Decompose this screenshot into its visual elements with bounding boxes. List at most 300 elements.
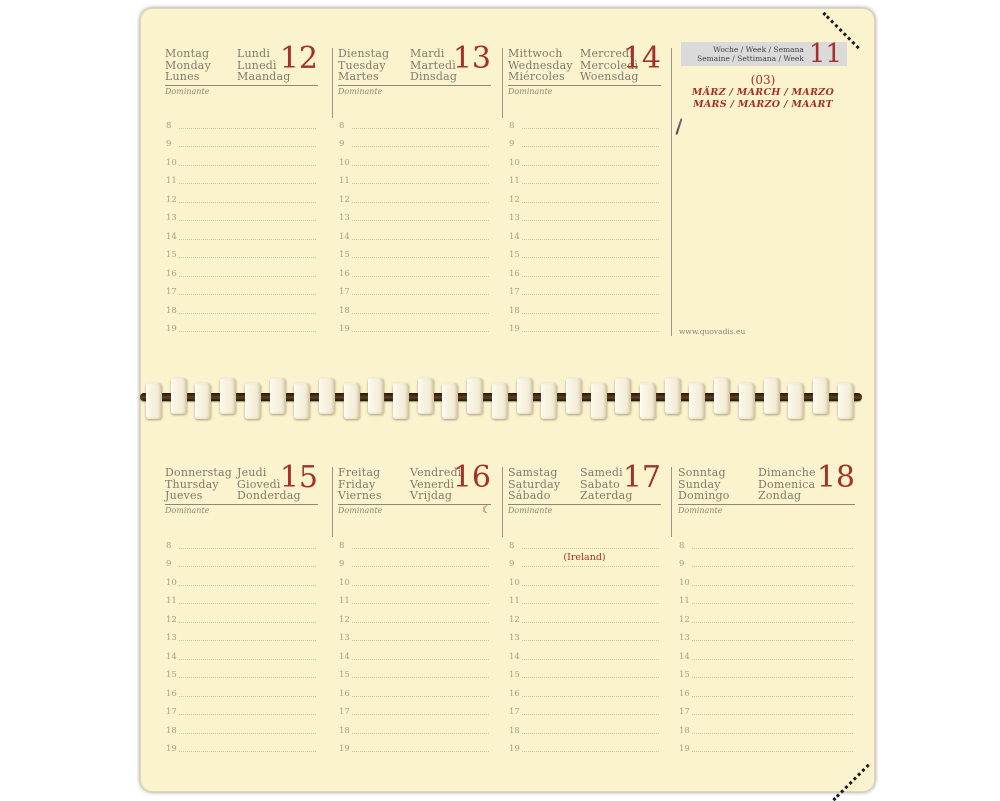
hour-grid-monday	[165, 113, 318, 335]
hour-row	[508, 700, 661, 719]
week-labels	[697, 45, 804, 63]
hour-writing-line	[522, 276, 659, 277]
hour-label: 18	[166, 305, 177, 316]
hour-row	[338, 626, 491, 645]
hour-writing-line	[522, 566, 659, 567]
hour-label: 12	[166, 194, 177, 205]
hour-label: 10	[509, 157, 520, 168]
hour-label: 18	[509, 725, 520, 736]
hour-writing-line	[522, 257, 659, 258]
hour-label: 11	[339, 176, 350, 186]
day-name: Domingo	[678, 489, 730, 502]
day-name: Jeudi	[237, 466, 267, 479]
binding-loop	[146, 383, 162, 419]
hour-row	[338, 681, 491, 700]
binding-loop	[689, 383, 705, 419]
hour-writing-line	[352, 733, 489, 734]
binding-loop	[195, 383, 211, 419]
hour-row	[165, 317, 318, 336]
hour-label: 16	[509, 688, 520, 699]
hour-row	[165, 169, 318, 188]
hour-label: 13	[679, 633, 690, 643]
hour-label: 14	[339, 651, 350, 662]
hour-writing-line	[522, 202, 659, 203]
hour-row	[165, 589, 318, 608]
hour-grid-friday	[338, 533, 491, 755]
day-name: Vendredi	[410, 466, 462, 479]
month-names-line1: MÄRZ / MARCH / MARZO	[691, 87, 835, 98]
day-name: Sabato	[580, 477, 620, 491]
binding-loop	[615, 378, 631, 414]
hour-row	[678, 626, 855, 645]
binding-loop	[270, 378, 286, 414]
binding-loop	[838, 383, 854, 419]
hour-label: 19	[166, 324, 177, 334]
hour-writing-line	[522, 659, 659, 660]
hour-label: 13	[509, 213, 520, 223]
hour-writing-line	[692, 622, 853, 623]
hour-writing-line	[179, 714, 316, 715]
hour-label: 13	[166, 633, 177, 643]
day-name: Freitag	[338, 466, 381, 479]
moon-phase-icon: ☾	[482, 504, 491, 516]
hour-row	[508, 607, 661, 626]
binding-loop	[467, 378, 483, 414]
hour-row	[165, 150, 318, 169]
hour-row	[165, 206, 318, 225]
hour-label: 17	[509, 707, 520, 717]
hour-writing-line	[692, 696, 853, 697]
hour-row	[508, 317, 661, 336]
day-name: Zondag	[758, 489, 802, 502]
hour-label: 9	[339, 559, 345, 569]
hour-row	[508, 169, 661, 188]
hour-writing-line	[692, 751, 853, 752]
hour-writing-line	[522, 640, 659, 641]
day-name: Thursday	[165, 477, 219, 491]
hour-label: 8	[339, 540, 345, 551]
hour-grid-sunday	[678, 533, 855, 755]
hour-row	[508, 261, 661, 280]
day-name: Saturday	[508, 477, 561, 491]
hour-row	[165, 552, 318, 571]
holiday-note: (Ireland)	[563, 552, 606, 563]
hour-label: 12	[509, 614, 520, 625]
hour-label: 16	[339, 688, 350, 699]
day-name: Maandag	[237, 70, 291, 83]
hour-writing-line	[522, 128, 659, 129]
hour-label: 17	[509, 287, 520, 297]
hour-row	[678, 644, 855, 663]
hour-label: 11	[509, 176, 520, 186]
binding-loop	[171, 378, 187, 414]
hour-label: 11	[166, 596, 177, 606]
hour-writing-line	[179, 733, 316, 734]
dominante-label: Dominante	[338, 505, 383, 515]
day-header-wednesday	[508, 41, 661, 96]
day-name: Mercoledì	[580, 58, 639, 72]
hour-writing-line	[179, 257, 316, 258]
day-name: Martes	[338, 70, 379, 83]
hour-row	[338, 737, 491, 756]
day-name: Venerdì	[410, 477, 455, 491]
hour-label: 19	[509, 744, 520, 754]
hour-label: 15	[166, 250, 177, 260]
hour-row	[338, 663, 491, 682]
hour-writing-line	[692, 585, 853, 586]
hour-row	[338, 132, 491, 151]
hour-label: 18	[166, 725, 177, 736]
binding-loop	[245, 383, 261, 419]
column-divider	[502, 48, 503, 118]
hour-writing-line	[352, 622, 489, 623]
hour-row	[678, 589, 855, 608]
hour-writing-line	[522, 585, 659, 586]
hour-label: 15	[166, 670, 177, 680]
day-name: Donnerstag	[165, 466, 233, 479]
hour-writing-line	[352, 239, 489, 240]
day-number-wednesday: 14	[622, 41, 661, 76]
hour-row	[338, 243, 491, 262]
hour-row	[678, 607, 855, 626]
day-number-friday: 16	[452, 460, 491, 495]
hour-writing-line	[352, 566, 489, 567]
hour-label: 16	[509, 268, 520, 279]
binding-loop	[640, 383, 656, 419]
hour-row	[338, 261, 491, 280]
hour-row	[338, 533, 491, 552]
column-divider	[671, 467, 672, 537]
hour-label: 9	[166, 559, 172, 569]
hour-label: 18	[339, 725, 350, 736]
hour-row	[165, 132, 318, 151]
hour-label: 14	[166, 651, 177, 662]
hour-label: 10	[509, 577, 520, 588]
hour-writing-line	[522, 548, 659, 549]
hour-writing-line	[692, 603, 853, 604]
hour-row	[508, 663, 661, 682]
hour-writing-line	[179, 220, 316, 221]
hour-row	[678, 700, 855, 719]
day-name: Zaterdag	[580, 489, 633, 502]
hour-writing-line	[692, 733, 853, 734]
dominante-label: Dominante	[165, 505, 210, 515]
hour-writing-line	[179, 313, 316, 314]
day-header-saturday	[508, 460, 661, 515]
hour-writing-line	[352, 659, 489, 660]
hour-row	[165, 718, 318, 737]
hour-label: 13	[166, 213, 177, 223]
day-header-tuesday	[338, 41, 491, 96]
hour-row	[338, 187, 491, 206]
dominante-label: Dominante	[508, 505, 553, 515]
hour-writing-line	[352, 640, 489, 641]
hour-label: 15	[339, 250, 350, 260]
website-url: www.quovadis.eu	[679, 327, 746, 336]
day-name: Mardi	[410, 47, 445, 60]
hour-label: 14	[166, 231, 177, 242]
month-block	[671, 74, 855, 110]
hour-label: 9	[679, 559, 685, 569]
hour-row	[165, 607, 318, 626]
hour-label: 12	[679, 614, 690, 625]
day-name: Mercredi	[580, 47, 634, 60]
hour-writing-line	[692, 566, 853, 567]
hour-writing-line	[352, 202, 489, 203]
hour-writing-line	[522, 165, 659, 166]
hour-label: 18	[339, 305, 350, 316]
hour-writing-line	[352, 183, 489, 184]
hour-label: 15	[509, 250, 520, 260]
column-divider	[502, 467, 503, 537]
hour-label: 15	[339, 670, 350, 680]
hour-row	[165, 570, 318, 589]
hour-writing-line	[179, 294, 316, 295]
hour-writing-line	[522, 622, 659, 623]
binding-loop	[319, 378, 335, 414]
hour-row	[165, 644, 318, 663]
hour-writing-line	[179, 202, 316, 203]
binding-loop	[393, 383, 409, 419]
hour-label: 8	[339, 120, 345, 131]
hour-label: 8	[166, 120, 172, 131]
hour-row	[508, 570, 661, 589]
week-number: 11	[808, 39, 842, 69]
hour-writing-line	[352, 165, 489, 166]
day-name: Vrijdag	[410, 489, 453, 502]
hour-writing-line	[352, 257, 489, 258]
hour-writing-line	[352, 276, 489, 277]
hour-row	[678, 737, 855, 756]
hour-label: 11	[679, 596, 690, 606]
hour-label: 16	[679, 688, 690, 699]
hour-writing-line	[352, 696, 489, 697]
hour-row	[508, 681, 661, 700]
hour-row	[678, 570, 855, 589]
hour-writing-line	[352, 714, 489, 715]
day-header-sunday	[678, 460, 855, 515]
day-name: Martedì	[410, 58, 456, 72]
hour-grid-tuesday	[338, 113, 491, 335]
hour-row	[165, 280, 318, 299]
hour-label: 17	[166, 287, 177, 297]
pencil-mark	[675, 118, 682, 135]
day-name: Mittwoch	[508, 47, 563, 60]
hour-writing-line	[179, 239, 316, 240]
hour-writing-line	[352, 128, 489, 129]
hour-writing-line	[352, 585, 489, 586]
hour-writing-line	[692, 714, 853, 715]
day-header-friday	[338, 460, 491, 516]
hour-label: 13	[509, 633, 520, 643]
hour-label: 12	[339, 614, 350, 625]
hour-row	[165, 224, 318, 243]
binding-loop	[220, 378, 236, 414]
hour-row	[678, 533, 855, 552]
hour-label: 8	[166, 540, 172, 551]
hour-writing-line	[522, 603, 659, 604]
hour-row	[338, 700, 491, 719]
hour-label: 11	[166, 176, 177, 186]
column-divider	[332, 467, 333, 537]
day-header-monday	[165, 41, 318, 96]
hour-writing-line	[522, 183, 659, 184]
hour-row	[508, 737, 661, 756]
hour-writing-line	[179, 165, 316, 166]
hour-label: 9	[166, 139, 172, 149]
hour-row	[338, 644, 491, 663]
hour-label: 16	[166, 688, 177, 699]
day-name: Lundi	[237, 47, 271, 60]
hour-label: 18	[679, 725, 690, 736]
hour-label: 16	[339, 268, 350, 279]
hour-writing-line	[522, 239, 659, 240]
week-number-box	[681, 39, 847, 69]
binding-loop	[764, 378, 780, 414]
hour-label: 12	[339, 194, 350, 205]
hour-row	[165, 113, 318, 132]
hour-writing-line	[522, 696, 659, 697]
hour-writing-line	[179, 659, 316, 660]
hour-label: 16	[166, 268, 177, 279]
day-number-tuesday: 13	[452, 41, 491, 76]
hour-row	[508, 187, 661, 206]
hour-row	[678, 681, 855, 700]
day-header-thursday	[165, 460, 318, 515]
hour-row	[508, 589, 661, 608]
hour-row	[508, 113, 661, 132]
hour-writing-line	[179, 276, 316, 277]
hour-writing-line	[352, 548, 489, 549]
hour-writing-line	[522, 714, 659, 715]
column-divider	[332, 48, 333, 118]
hour-writing-line	[179, 585, 316, 586]
hour-row	[338, 607, 491, 626]
hour-row	[508, 206, 661, 225]
month-number: (03)	[750, 73, 776, 87]
hour-row	[165, 533, 318, 552]
hour-row	[508, 626, 661, 645]
hour-label: 10	[166, 577, 177, 588]
day-number-thursday: 15	[279, 460, 318, 495]
hour-writing-line	[352, 603, 489, 604]
hour-label: 14	[509, 231, 520, 242]
month-names-line2: MARS / MARZO / MAART	[693, 98, 833, 110]
hour-row	[338, 150, 491, 169]
hour-row	[165, 243, 318, 262]
hour-writing-line	[352, 331, 489, 332]
hour-row	[508, 132, 661, 151]
day-name: Dimanche	[758, 466, 816, 479]
day-name: Samedi	[580, 466, 623, 479]
day-name: Giovedì	[237, 477, 281, 491]
day-name: Sonntag	[678, 466, 726, 479]
hour-label: 10	[166, 157, 177, 168]
hour-label: 14	[509, 651, 520, 662]
day-name: Donderdag	[237, 489, 301, 502]
spiral-binding	[140, 377, 862, 419]
hour-writing-line	[522, 733, 659, 734]
hour-writing-line	[352, 677, 489, 678]
binding-loop	[368, 378, 384, 414]
hour-label: 19	[679, 744, 690, 754]
binding-loop	[739, 383, 755, 419]
hour-writing-line	[179, 751, 316, 752]
binding-loop	[566, 378, 582, 414]
hour-writing-line	[352, 294, 489, 295]
dominante-label: Dominante	[338, 86, 383, 96]
hour-row	[338, 718, 491, 737]
hour-writing-line	[522, 294, 659, 295]
hour-label: 17	[679, 707, 690, 717]
hour-writing-line	[522, 331, 659, 332]
hour-row	[678, 718, 855, 737]
hour-label: 9	[509, 559, 515, 569]
hour-writing-line	[522, 313, 659, 314]
dominante-label: Dominante	[508, 86, 553, 96]
hour-row	[678, 663, 855, 682]
hour-writing-line	[352, 313, 489, 314]
hour-writing-line	[179, 603, 316, 604]
hour-label: 10	[339, 577, 350, 588]
day-name: Lunes	[165, 70, 200, 83]
day-name: Viernes	[338, 489, 382, 502]
hour-row	[338, 206, 491, 225]
day-name: Lunedì	[237, 58, 277, 72]
day-name: Sunday	[678, 477, 721, 491]
hour-writing-line	[522, 220, 659, 221]
hour-label: 12	[509, 194, 520, 205]
hour-label: 10	[339, 157, 350, 168]
hour-row	[338, 280, 491, 299]
day-name: Woensdag	[580, 70, 639, 83]
hour-writing-line	[522, 751, 659, 752]
hour-writing-line	[179, 622, 316, 623]
hour-row	[165, 663, 318, 682]
hour-row	[338, 589, 491, 608]
hour-label: 8	[509, 540, 515, 551]
dominante-label: Dominante	[678, 505, 723, 515]
day-name: Samstag	[508, 466, 558, 479]
hour-writing-line	[522, 677, 659, 678]
hour-writing-line	[522, 146, 659, 147]
hour-grid-thursday	[165, 533, 318, 755]
hour-row	[165, 626, 318, 645]
hour-label: 10	[679, 577, 690, 588]
hour-writing-line	[179, 566, 316, 567]
week-label-line2: Semaine / Settimana / Week	[697, 54, 804, 63]
day-name: Dienstag	[338, 47, 390, 60]
binding-loop	[591, 383, 607, 419]
day-number-saturday: 17	[622, 460, 661, 495]
hour-writing-line	[179, 548, 316, 549]
binding-loop	[813, 378, 829, 414]
hour-label: 8	[509, 120, 515, 131]
hour-row	[165, 298, 318, 317]
hour-label: 19	[166, 744, 177, 754]
day-name: Sábado	[508, 489, 551, 502]
hour-label: 13	[339, 633, 350, 643]
hour-row	[165, 261, 318, 280]
hour-row	[338, 224, 491, 243]
hour-writing-line	[352, 751, 489, 752]
hour-row	[165, 681, 318, 700]
binding-loop	[418, 378, 434, 414]
day-name: Domenica	[758, 477, 816, 491]
binding-loop	[344, 383, 360, 419]
hour-writing-line	[179, 640, 316, 641]
day-name: Montag	[165, 47, 210, 60]
